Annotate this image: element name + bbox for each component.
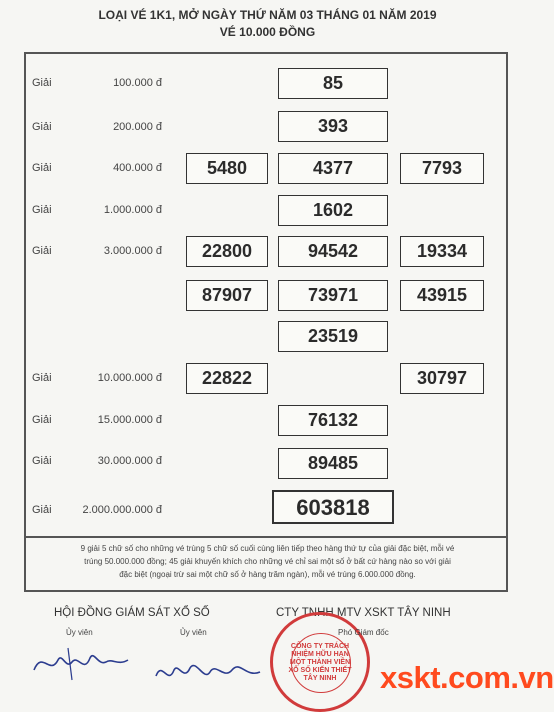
member-title-1: Ủy viên xyxy=(66,628,93,637)
notes-separator xyxy=(26,536,506,538)
prize-label-3: Giải xyxy=(32,162,52,174)
winning-number: 94542 xyxy=(278,236,388,267)
winning-number: 22800 xyxy=(186,236,268,267)
winning-number: 7793 xyxy=(400,153,484,184)
ticket-header-line1: LOẠI VÉ 1K1, MỞ NGÀY THỨ NĂM 03 THÁNG 01 NĂM 2019 xyxy=(98,8,437,22)
prize-label-2: Giải xyxy=(32,121,52,133)
ticket-header-line2: VÉ 10.000 ĐỒNG xyxy=(219,25,316,39)
winning-number: 73971 xyxy=(278,280,388,311)
company-stamp xyxy=(270,612,370,712)
prize-amount-8: 30.000.000 đ xyxy=(97,455,162,467)
winning-number: 1602 xyxy=(278,195,388,226)
winning-number: 4377 xyxy=(278,153,388,184)
signature-member-1 xyxy=(28,640,138,685)
prize-amount-9: 2.000.000.000 đ xyxy=(82,504,162,516)
winning-number: 22822 xyxy=(186,363,268,394)
special-prize-number: 603818 xyxy=(272,490,394,524)
watermark: xskt.com.vn xyxy=(380,660,554,695)
prize-amount-3: 400.000 đ xyxy=(113,162,162,174)
signature-member-2 xyxy=(150,648,270,693)
note-line-1: 9 giải 5 chữ số cho những vé trùng 5 chữ số cuối cùng liên tiếp theo hàng thứ tự của giải đặc biệt, mỗi vé xyxy=(80,544,455,553)
winning-number: 5480 xyxy=(186,153,268,184)
prize-label-7: Giải xyxy=(32,414,52,426)
note-line-2: trúng 50.000.000 đồng; 45 giải khuyến khích cho những vé chỉ sai một số ở bất cứ hàng nào so với giải xyxy=(84,557,451,566)
director-title: Phó Giám đốc xyxy=(338,628,389,637)
winning-number: 19334 xyxy=(400,236,484,267)
stamp-text: CÔNG TY TRÁCH NHIỆM HỮU HẠN MỘT THÀNH VIÊN XỔ SỐ KIẾN THIẾT TÂY NINH xyxy=(288,643,352,682)
prize-label-6: Giải xyxy=(32,372,52,384)
prize-amount-2: 200.000 đ xyxy=(113,121,162,133)
winning-number: 89485 xyxy=(278,448,388,479)
prize-amount-5: 3.000.000 đ xyxy=(103,245,162,257)
winning-number: 76132 xyxy=(278,405,388,436)
prize-label-9: Giải xyxy=(32,504,52,516)
note-line-3: đặc biệt (ngoại trừ sai một chữ số ở hàng trăm ngàn), mỗi vé trúng 6.000.000 đồng. xyxy=(119,570,416,579)
winning-number: 43915 xyxy=(400,280,484,311)
prize-label-8: Giải xyxy=(32,455,52,467)
prize-amount-1: 100.000 đ xyxy=(113,77,162,89)
supervisory-board-title: HỘI ĐỒNG GIÁM SÁT XỔ SỐ xyxy=(54,607,210,619)
company-title: CTY TNHH MTV XSKT TÂY NINH xyxy=(276,607,451,619)
winning-number: 393 xyxy=(278,111,388,142)
prize-amount-7: 15.000.000 đ xyxy=(97,414,162,426)
prize-amount-6: 10.000.000 đ xyxy=(97,372,162,384)
winning-number: 85 xyxy=(278,68,388,99)
winning-number: 30797 xyxy=(400,363,484,394)
prize-amount-4: 1.000.000 đ xyxy=(103,204,162,216)
prize-label-4: Giải xyxy=(32,204,52,216)
winning-number: 87907 xyxy=(186,280,268,311)
member-title-2: Ủy viên xyxy=(180,628,207,637)
prize-label-5: Giải xyxy=(32,245,52,257)
winning-number: 23519 xyxy=(278,321,388,352)
prize-label-1: Giải xyxy=(32,77,52,89)
